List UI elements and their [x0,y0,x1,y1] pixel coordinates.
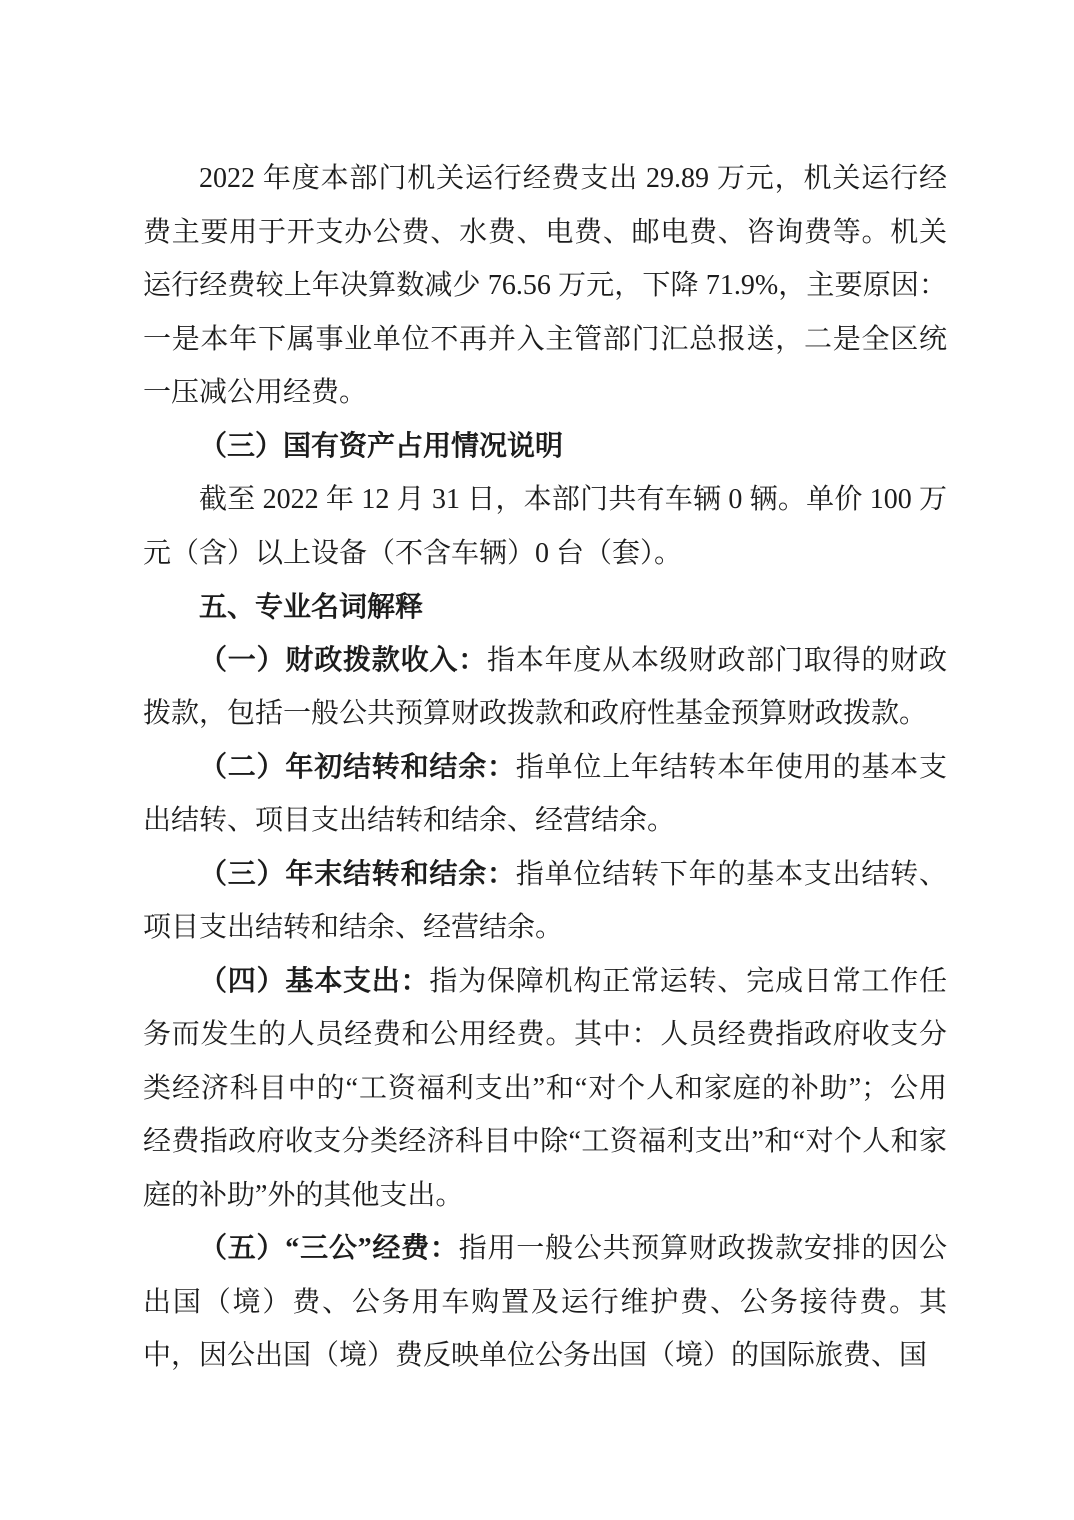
term-body: 指单位结转下年的基本支出结转、项目支出结转和结余、经营结余。 [143,858,947,943]
paragraph-state-assets-occupation [143,473,947,580]
term-lead: （三）年末结转和结余： [199,858,516,890]
term-three-public-funds [143,1222,947,1383]
term-lead: （一）财政拨款收入： [199,644,487,676]
heading-text: （三）国有资产占用情况说明 [199,430,564,462]
paragraph-text: 2022 年度本部门机关运行经费支出 29.89 万元，机关运行经费主要用于开支办公费、水费、电费、邮电费、咨询费等。机关运行经费较上年决算数减少 76.56 万元，下降 71.9%，主要原因：一是本年下属事业单位不再并入主管部门汇总报送，二是全区统一压减公用经费。 [143,163,947,408]
term-lead: （五）“三公”经费： [199,1233,459,1264]
term-body: 指本年度从本级财政部门取得的财政拨款，包括一般公共预算财政拨款和政府性基金预算财政拨款。 [143,644,947,729]
heading-terminology-explanation [143,580,947,634]
paragraph-text: 截至 2022 年 12 月 31 日，本部门共有车辆 0 辆。单价 100 万元（含）以上设备（不含车辆）0 台（套）。 [143,484,947,569]
term-lead: （四）基本支出： [199,965,430,997]
term-lead: （二）年初结转和结余： [199,751,516,783]
term-year-end-carryover [143,848,947,955]
term-fiscal-appropriation-income [143,634,947,741]
heading-text: 五、专业名词解释 [199,591,424,622]
term-basic-expenditure [143,955,947,1223]
term-body: 指为保障机构正常运转、完成日常工作任务而发生的人员经费和公用经费。其中：人员经费指政府收支分类经济科目中的“工资福利支出”和“对个人和家庭的补助”；公用经费指政府收支分类经济科目中除“工资福利支出”和“对个人和家庭的补助”外的其他支出。 [143,965,947,1211]
paragraph-agency-operating-expenses [143,152,947,420]
term-body: 指单位上年结转本年使用的基本支出结转、项目支出结转和结余、经营结余。 [143,751,947,836]
term-body: 指用一般公共预算财政拨款安排的因公出国（境）费、公务用车购置及运行维护费、公务接待费。其中，因公出国（境）费反映单位公务出国（境）的国际旅费、国 [143,1233,947,1371]
heading-state-assets-occupation [143,420,947,474]
term-year-beginning-carryover [143,741,947,848]
